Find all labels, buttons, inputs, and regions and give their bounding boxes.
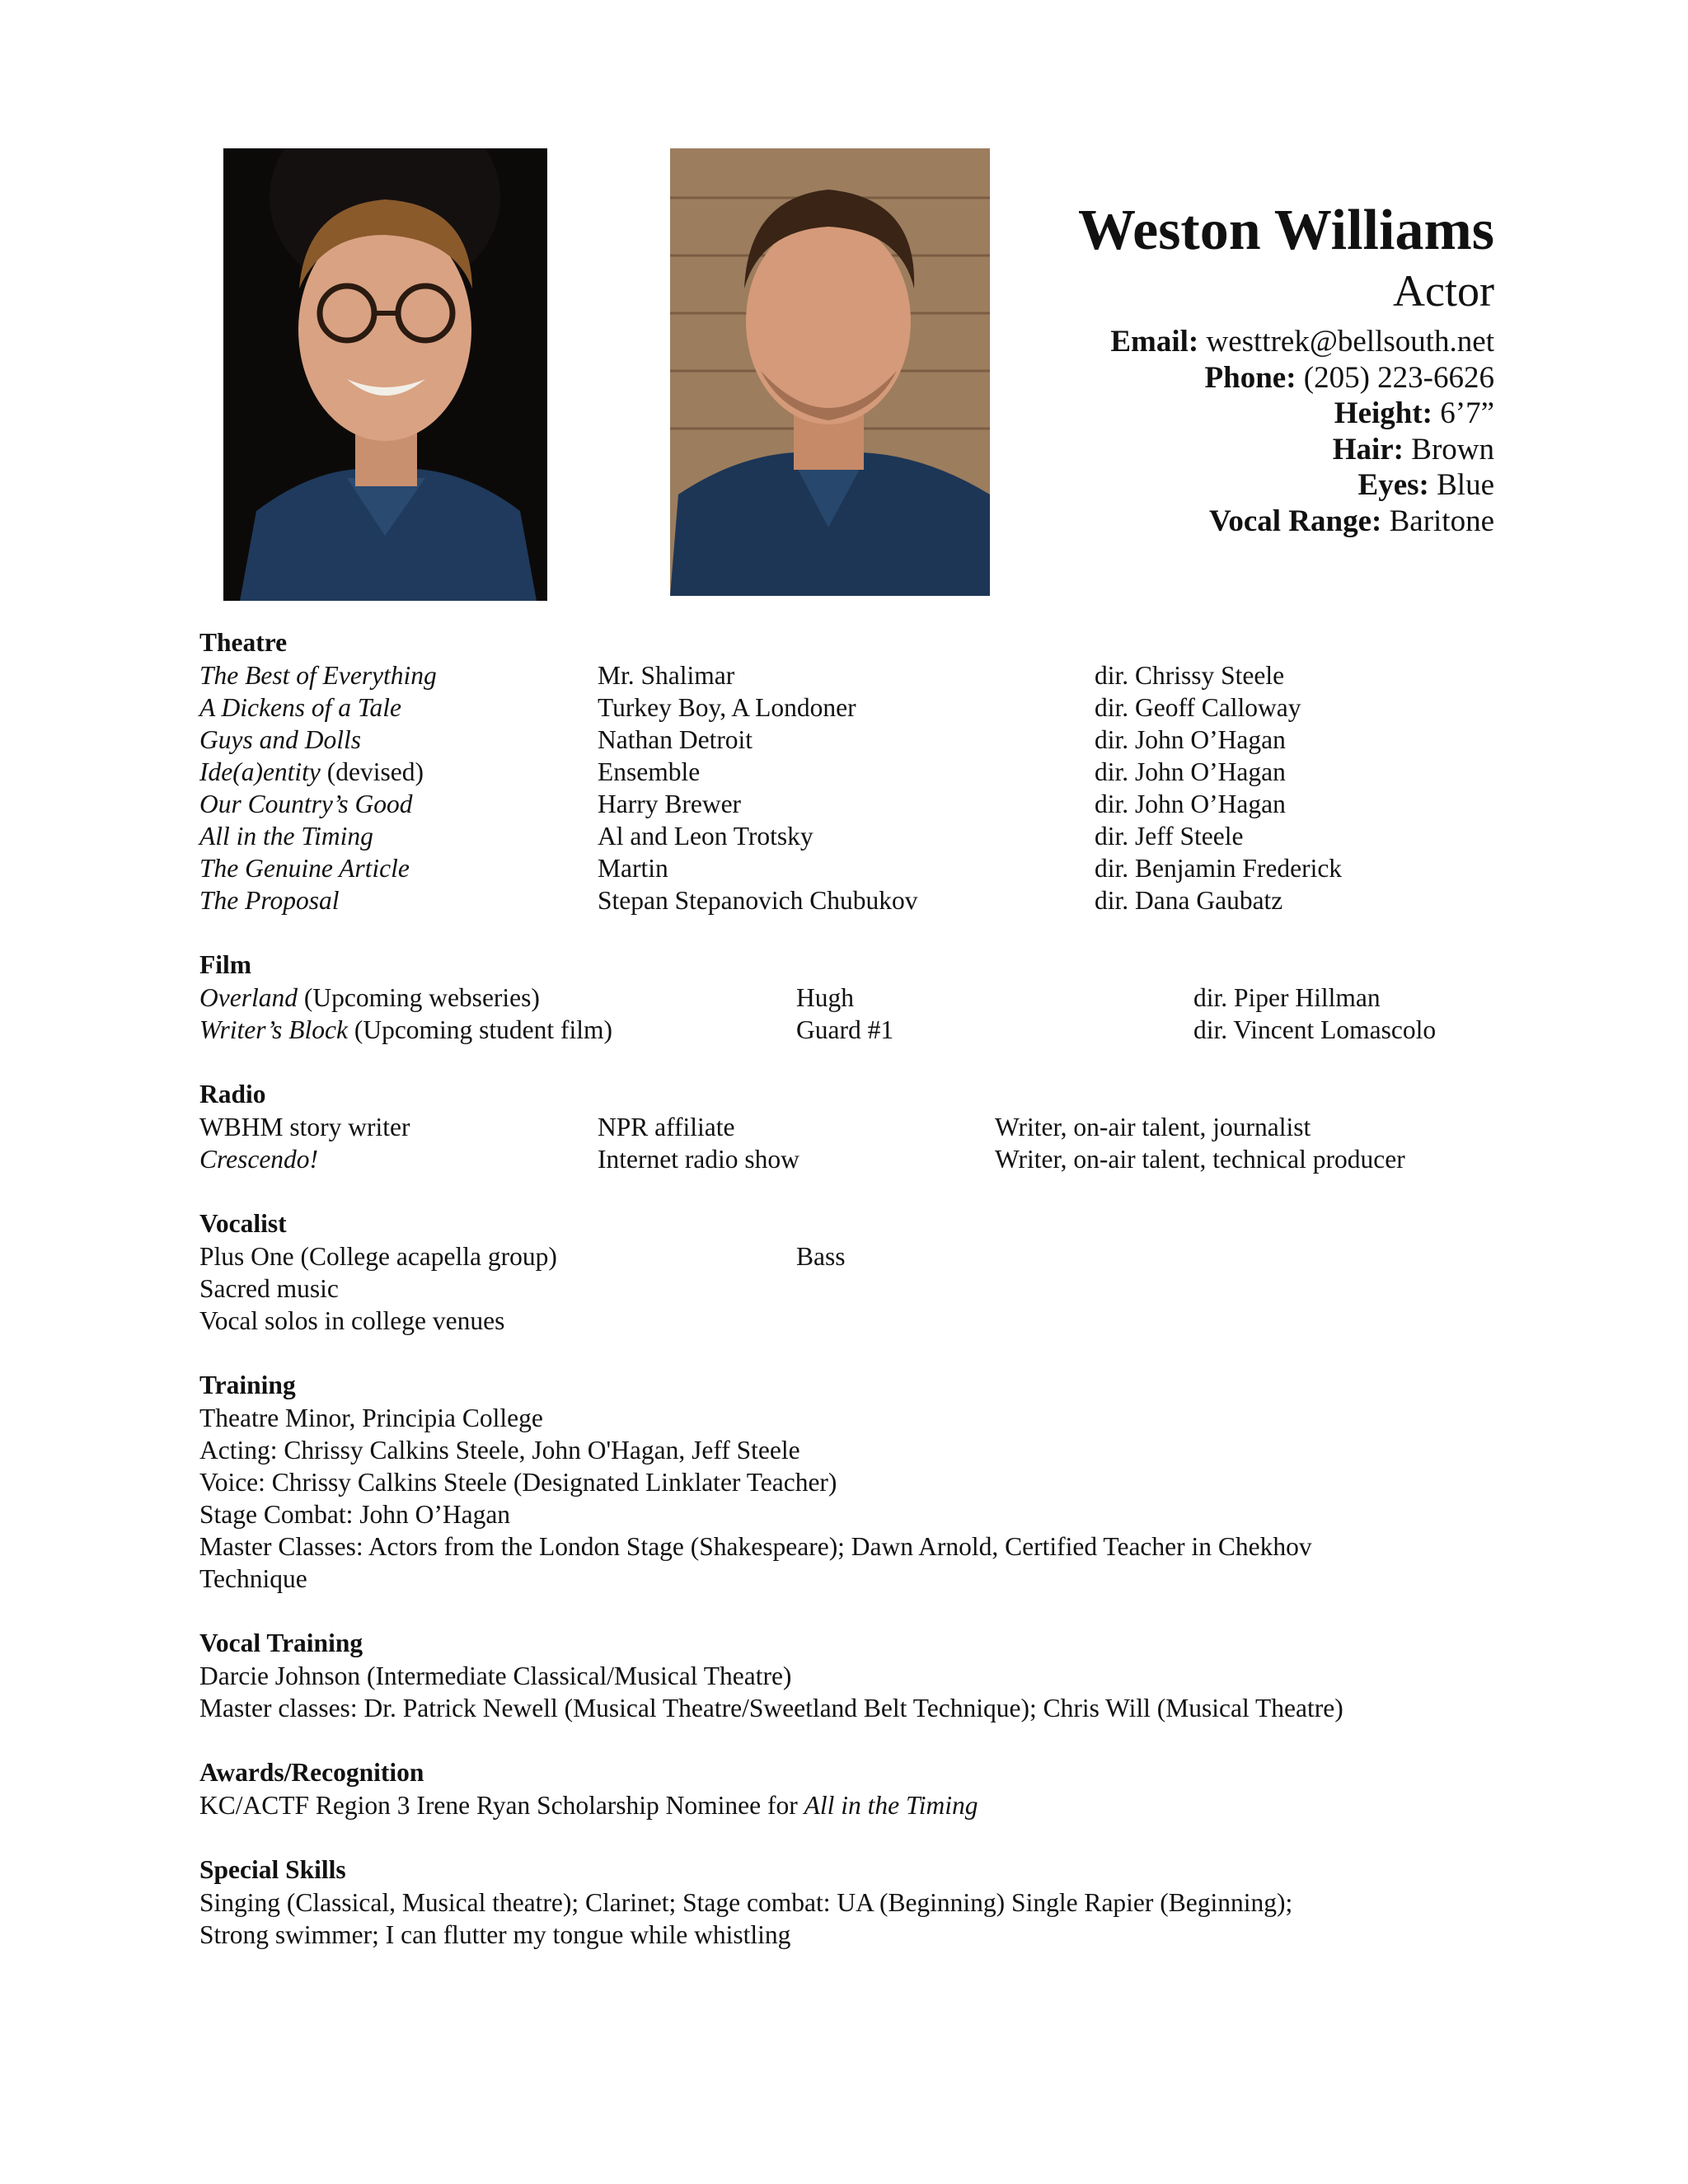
- role-name: Martin: [598, 854, 668, 883]
- production-title: A Dickens of a Tale: [199, 693, 401, 722]
- vocal-part: Bass: [796, 1242, 846, 1271]
- radio-section: [199, 1078, 1485, 1175]
- info-label: Vocal Range:: [1209, 504, 1382, 538]
- section-title: Theatre: [199, 628, 288, 657]
- program-roles: Writer, on-air talent, journalist: [995, 1113, 1311, 1141]
- vocal-range-line: [1078, 504, 1494, 540]
- training-section: [199, 1369, 1485, 1595]
- director: dir. John O’Hagan: [1095, 757, 1286, 786]
- role-name: Turkey Boy, A Londoner: [598, 693, 856, 722]
- credit-row: [199, 1014, 1485, 1046]
- section-title: Awards/Recognition: [199, 1758, 424, 1787]
- director: dir. John O’Hagan: [1095, 790, 1286, 818]
- section-title: Vocal Training: [199, 1629, 363, 1657]
- program-type: NPR affiliate: [598, 1113, 735, 1141]
- skills-line: Strong swimmer; I can flutter my tongue while whistling: [199, 1920, 791, 1949]
- vocal-row: [199, 1305, 1485, 1337]
- info-label: Hair:: [1332, 432, 1404, 466]
- phone-value: (205) 223-6626: [1303, 360, 1494, 395]
- hair-line: [1078, 432, 1494, 468]
- director: dir. Geoff Calloway: [1095, 693, 1301, 722]
- production-title: Ide(a)entity: [199, 757, 321, 786]
- section-title: Special Skills: [199, 1855, 346, 1884]
- training-line: Master Classes: Actors from the London Stage (Shakespeare); Dawn Arnold, Certified Teacher in Chekhov: [199, 1532, 1312, 1561]
- director: dir. Dana Gaubatz: [1095, 886, 1283, 915]
- credit-row: [199, 724, 1485, 756]
- program-name: Crescendo!: [199, 1145, 319, 1174]
- film-section: [199, 949, 1485, 1046]
- phone-line: [1078, 360, 1494, 396]
- awards-section: [199, 1756, 1485, 1821]
- vocal-training-section: [199, 1627, 1485, 1724]
- actor-role: Actor: [1393, 265, 1494, 316]
- headshot-photo-glasses: [223, 148, 547, 601]
- resume-header: [1078, 198, 1494, 539]
- height-value: 6’7”: [1440, 396, 1494, 431]
- headshot-photo-brick: [670, 148, 990, 596]
- credit-row: [199, 884, 1485, 916]
- vocal-training-line: Master classes: Dr. Patrick Newell (Musical Theatre/Sweetland Belt Technique); Chris Will (Musical Theatre): [199, 1694, 1343, 1722]
- resume-body: [199, 626, 1485, 1983]
- training-line: Voice: Chrissy Calkins Steele (Designated Linklater Teacher): [199, 1468, 837, 1497]
- credit-row: [199, 756, 1485, 788]
- award-text: KC/ACTF Region 3 Irene Ryan Scholarship Nominee for: [199, 1791, 798, 1820]
- production-title: Guys and Dolls: [199, 725, 361, 754]
- production-title: Overland: [199, 983, 298, 1012]
- email-line: [1078, 324, 1494, 360]
- credit-row: [199, 788, 1485, 820]
- production-note: (Upcoming webseries): [303, 983, 540, 1012]
- role-name: Nathan Detroit: [598, 725, 753, 754]
- role-name: Hugh: [796, 983, 854, 1012]
- role-name: Harry Brewer: [598, 790, 742, 818]
- credit-row: [199, 982, 1485, 1014]
- hair-value: Brown: [1411, 432, 1494, 466]
- production-title: All in the Timing: [199, 822, 373, 851]
- role-name: Guard #1: [796, 1015, 894, 1044]
- program-roles: Writer, on-air talent, technical producer: [995, 1145, 1405, 1174]
- eyes-value: Blue: [1437, 468, 1494, 503]
- award-line: [199, 1789, 1485, 1821]
- section-title: Film: [199, 950, 251, 979]
- production-title: The Proposal: [199, 886, 340, 915]
- credit-row: [199, 852, 1485, 884]
- program-name: WBHM story writer: [199, 1113, 410, 1141]
- height-line: [1078, 396, 1494, 432]
- vocal-experience: Plus One (College acapella group): [199, 1242, 557, 1271]
- training-line: Acting: Chrissy Calkins Steele, John O'Hagan, Jeff Steele: [199, 1436, 800, 1465]
- vocal-row: [199, 1272, 1485, 1305]
- vocal-row: [199, 1240, 1485, 1272]
- role-name: Ensemble: [598, 757, 701, 786]
- production-title: The Genuine Article: [199, 854, 410, 883]
- theatre-section: [199, 626, 1485, 916]
- vocal-range-value: Baritone: [1389, 504, 1494, 538]
- special-skills-section: [199, 1854, 1485, 1951]
- role-name: Stepan Stepanovich Chubukov: [598, 886, 918, 915]
- director: dir. Chrissy Steele: [1095, 661, 1285, 690]
- production-note: (Upcoming student film): [354, 1015, 613, 1044]
- role-name: Al and Leon Trotsky: [598, 822, 814, 851]
- section-title: Training: [199, 1371, 296, 1399]
- credit-row: [199, 659, 1485, 691]
- program-type: Internet radio show: [598, 1145, 799, 1174]
- vocal-training-line: Darcie Johnson (Intermediate Classical/Musical Theatre): [199, 1661, 792, 1690]
- production-title: The Best of Everything: [199, 661, 437, 690]
- credit-row: [199, 1143, 1485, 1175]
- director: dir. Piper Hillman: [1193, 983, 1381, 1012]
- production-title: Our Country’s Good: [199, 790, 413, 818]
- skills-line: Singing (Classical, Musical theatre); Clarinet; Stage combat: UA (Beginning) Single Rapier (Beginning);: [199, 1888, 1293, 1917]
- director: dir. John O’Hagan: [1095, 725, 1286, 754]
- actor-name: Weston Williams: [1077, 199, 1494, 262]
- training-line: Theatre Minor, Principia College: [199, 1404, 543, 1432]
- eyes-line: [1078, 467, 1494, 504]
- credit-row: [199, 820, 1485, 852]
- production-note: (devised): [326, 757, 424, 786]
- vocal-experience: Sacred music: [199, 1274, 339, 1303]
- award-production: All in the Timing: [804, 1791, 978, 1820]
- info-label: Eyes:: [1357, 468, 1429, 503]
- section-title: Radio: [199, 1080, 266, 1108]
- training-line: Stage Combat: John O’Hagan: [199, 1500, 511, 1529]
- vocal-experience: Vocal solos in college venues: [199, 1306, 505, 1335]
- director: dir. Vincent Lomascolo: [1193, 1015, 1437, 1044]
- director: dir. Benjamin Frederick: [1095, 854, 1343, 883]
- email-value[interactable]: westtrek@bellsouth.net: [1206, 325, 1494, 359]
- section-title: Vocalist: [199, 1209, 287, 1238]
- role-name: Mr. Shalimar: [598, 661, 735, 690]
- info-label: Email:: [1110, 325, 1199, 359]
- training-line: Technique: [199, 1564, 307, 1593]
- production-title: Writer’s Block: [199, 1015, 348, 1044]
- vocalist-section: [199, 1207, 1485, 1337]
- info-label: Phone:: [1204, 360, 1296, 395]
- credit-row: [199, 1111, 1485, 1143]
- info-label: Height:: [1334, 396, 1432, 431]
- credit-row: [199, 691, 1485, 724]
- director: dir. Jeff Steele: [1095, 822, 1244, 851]
